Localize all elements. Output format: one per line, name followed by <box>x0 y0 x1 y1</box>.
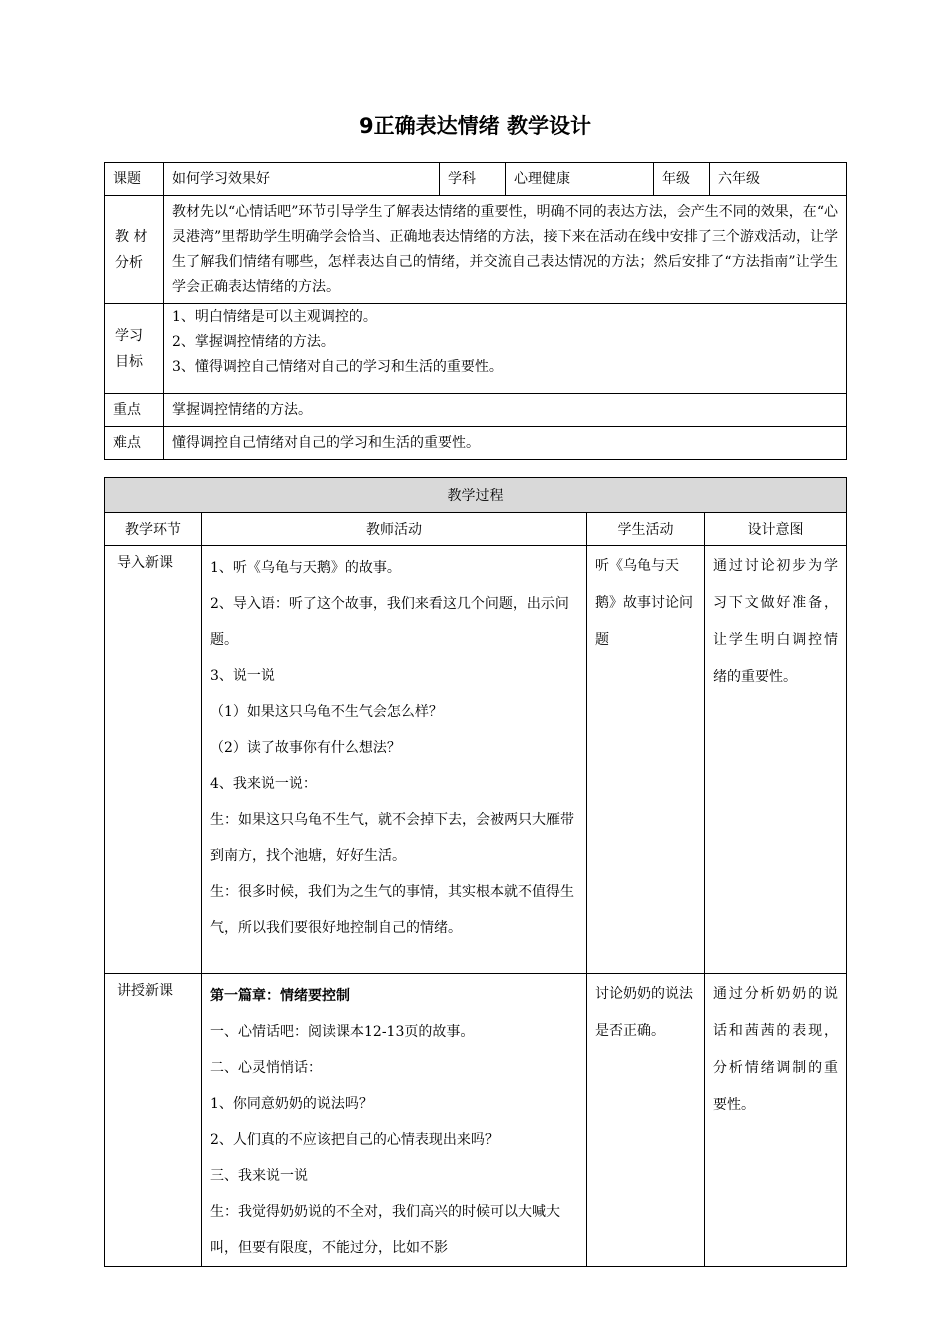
teacher-line: 3、说一说 <box>210 668 275 684</box>
teacher-line: 2、人们真的不应该把自己的心情表现出来吗？ <box>210 1132 499 1148</box>
info-table <box>104 162 847 460</box>
teacher-line: 生：很多时候，我们为之生气的事情，其实根本就不值得生气，所以我们要很好地控制自己的情绪。 <box>210 884 574 936</box>
column-header: 教师活动 <box>202 513 587 546</box>
teacher-activity-cell <box>202 974 587 1267</box>
key-point-label: 重点 <box>105 394 164 427</box>
design-intent-cell: 通过讨论初步为学习下文做好准备，让学生明白调控情绪的重要性。 <box>705 546 847 974</box>
goal-item: 3、懂得调控自己情绪对自己的学习和生活的重要性。 <box>172 359 503 375</box>
teacher-line: 2、导入语：听了这个故事，我们来看这几个问题，出示问题。 <box>210 596 569 648</box>
teacher-activity-cell <box>202 546 587 974</box>
process-heading: 教学过程 <box>105 478 847 513</box>
column-header: 设计意图 <box>705 513 847 546</box>
topic-value: 如何学习效果好 <box>164 163 440 196</box>
teacher-line: 二、心灵悄悄话： <box>210 1060 322 1076</box>
process-table <box>104 477 847 1267</box>
teacher-line: 1、你同意奶奶的说法吗？ <box>210 1096 373 1112</box>
goals-label: 学习 目标 <box>105 304 164 394</box>
teacher-heading: 第一篇章：情绪要控制 <box>210 988 350 1004</box>
goal-item: 1、明白情绪是可以主观调控的。 <box>172 309 377 325</box>
analysis-row <box>105 196 847 304</box>
student-activity-cell: 听《乌龟与天鹅》故事讨论问题 <box>587 546 705 974</box>
subject-value: 心理健康 <box>506 163 654 196</box>
analysis-label: 教 材 分析 <box>105 196 164 304</box>
teacher-line: 生：我觉得奶奶说的不全对，我们高兴的时候可以大喊大叫，但要有限度，不能过分，比如不影 <box>210 1204 560 1256</box>
grade-label: 年级 <box>654 163 710 196</box>
key-point-row <box>105 394 847 427</box>
teacher-line: 生：如果这只乌龟不生气，就不会掉下去，会被两只大雁带到南方，找个池塘，好好生活。 <box>210 812 574 864</box>
process-heading-row <box>105 478 847 513</box>
teacher-line: （1）如果这只乌龟不生气会怎么样？ <box>210 704 443 720</box>
grade-value: 六年级 <box>710 163 847 196</box>
column-header: 学生活动 <box>587 513 705 546</box>
difficulty-label: 难点 <box>105 427 164 460</box>
table-row <box>105 546 847 974</box>
subject-label: 学科 <box>440 163 506 196</box>
process-column-headers <box>105 513 847 546</box>
goals-row <box>105 304 847 394</box>
student-activity-cell: 讨论奶奶的说法是否正确。 <box>587 974 705 1267</box>
key-point-text: 掌握调控情绪的方法。 <box>164 394 847 427</box>
analysis-text: 教材先以“心情话吧”环节引导学生了解表达情绪的重要性，明确不同的表达方法，会产生不同的效果，在“心灵港湾”里帮助学生明确学会恰当、正确地表达情绪的方法，接下来在活动在线中安排了三个游戏活动，让学生了解我们情绪有哪些，怎样表达自己的情绪，并交流自己表达情况的方法；然后安排了“方法指南”让学生学会正确表达情绪的方法。 <box>164 196 847 304</box>
info-row <box>105 163 847 196</box>
teacher-line: （2）读了故事你有什么想法？ <box>210 740 401 756</box>
teacher-line: 4、我来说一说： <box>210 776 317 792</box>
teacher-line: 一、心情话吧：阅读课本12-13页的故事。 <box>210 1024 475 1040</box>
page-title: 9正确表达情绪 教学设计 <box>359 114 591 138</box>
column-header: 教学环节 <box>105 513 202 546</box>
stage-cell: 导入新课 <box>105 546 202 974</box>
goal-item: 2、掌握调控情绪的方法。 <box>172 334 335 350</box>
difficulty-text: 懂得调控自己情绪对自己的学习和生活的重要性。 <box>164 427 847 460</box>
teacher-line: 三、我来说一说 <box>210 1168 308 1184</box>
design-intent-cell: 通过分析奶奶的说话和茜茜的表现，分析情绪调制的重要性。 <box>705 974 847 1267</box>
goals-list <box>164 304 847 394</box>
table-row <box>105 974 847 1267</box>
difficulty-row <box>105 427 847 460</box>
topic-label: 课题 <box>105 163 164 196</box>
stage-cell: 讲授新课 <box>105 974 202 1267</box>
teacher-line: 1、听《乌龟与天鹅》的故事。 <box>210 560 401 576</box>
